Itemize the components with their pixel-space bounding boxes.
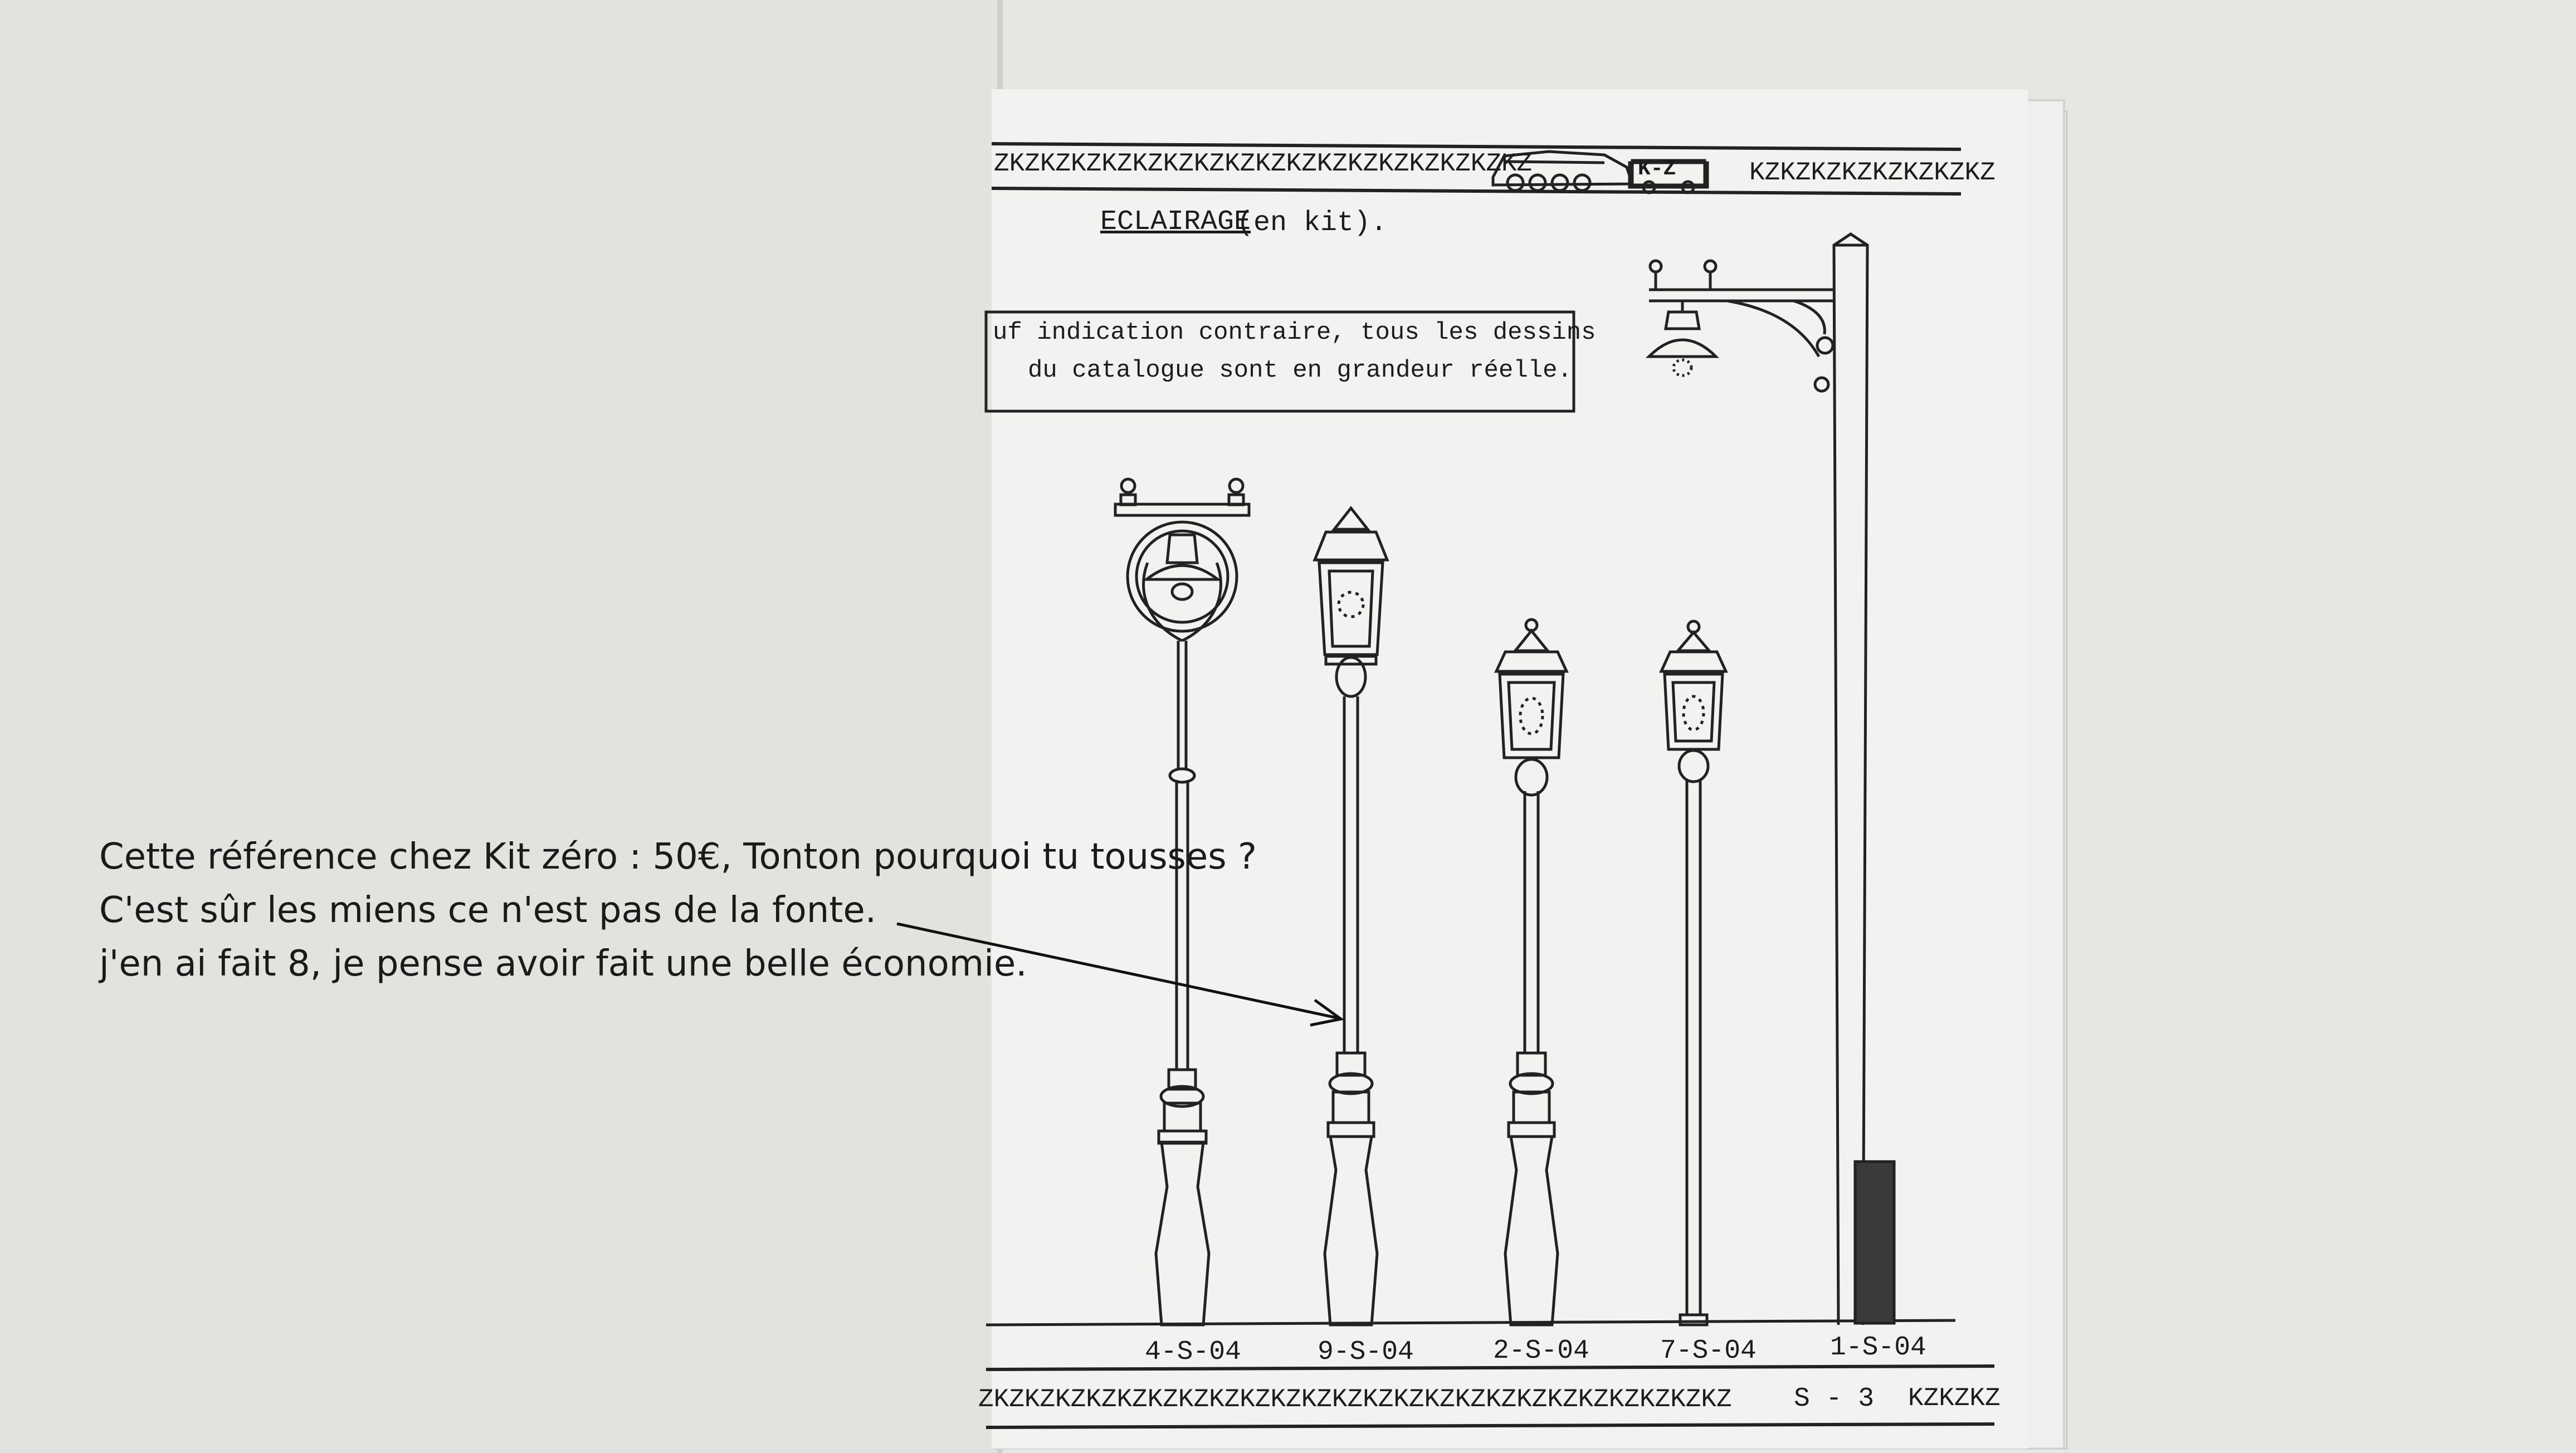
caption-line-1: Cette référence chez Kit zéro : 50€, Tonton pourquoi tu tousses ? bbox=[99, 836, 1257, 877]
caption-line-2: C'est sûr les miens ce n'est pas de la fonte. bbox=[99, 890, 877, 931]
left-blank-page bbox=[0, 0, 1003, 1453]
notice-line-2: du catalogue sont en grandeur réelle. bbox=[1028, 357, 1572, 384]
header-band-right: KZKZKZKZKZKZKZKZ bbox=[1749, 158, 1996, 187]
section-title: ECLAIRAGE bbox=[1100, 206, 1251, 238]
lamp-label-1-s-04: 1-S-04 bbox=[1830, 1333, 1926, 1363]
lamp-label-9-s-04: 9-S-04 bbox=[1318, 1337, 1414, 1367]
footer-band: ZKZKZKZKZKZKZKZKZKZKZKZKZKZKZKZKZKZKZKZKZKZKZKZKZ bbox=[978, 1385, 1732, 1414]
notice-line-1: uf indication contraire, tous les dessins bbox=[993, 319, 1596, 347]
footer-band-right: KZKZKZ bbox=[1908, 1384, 2001, 1413]
lamp-label-7-s-04: 7-S-04 bbox=[1660, 1336, 1757, 1366]
logo-label: K-Z bbox=[1638, 157, 1676, 181]
lamp-label-4-s-04: 4-S-04 bbox=[1145, 1337, 1241, 1367]
annotation-caption bbox=[99, 830, 1492, 991]
page-reference: S - 3 bbox=[1794, 1384, 1875, 1414]
caption-line-3: j'en ai fait 8, je pense avoir fait une belle économie. bbox=[99, 943, 1027, 984]
lamp-label-2-s-04: 2-S-04 bbox=[1493, 1336, 1589, 1366]
section-subtitle: (en kit). bbox=[1237, 207, 1388, 239]
header-band-left: ZKZKZKZKZKZKZKZKZKZKZKZKZKZKZKZKZKZ bbox=[994, 149, 1533, 178]
